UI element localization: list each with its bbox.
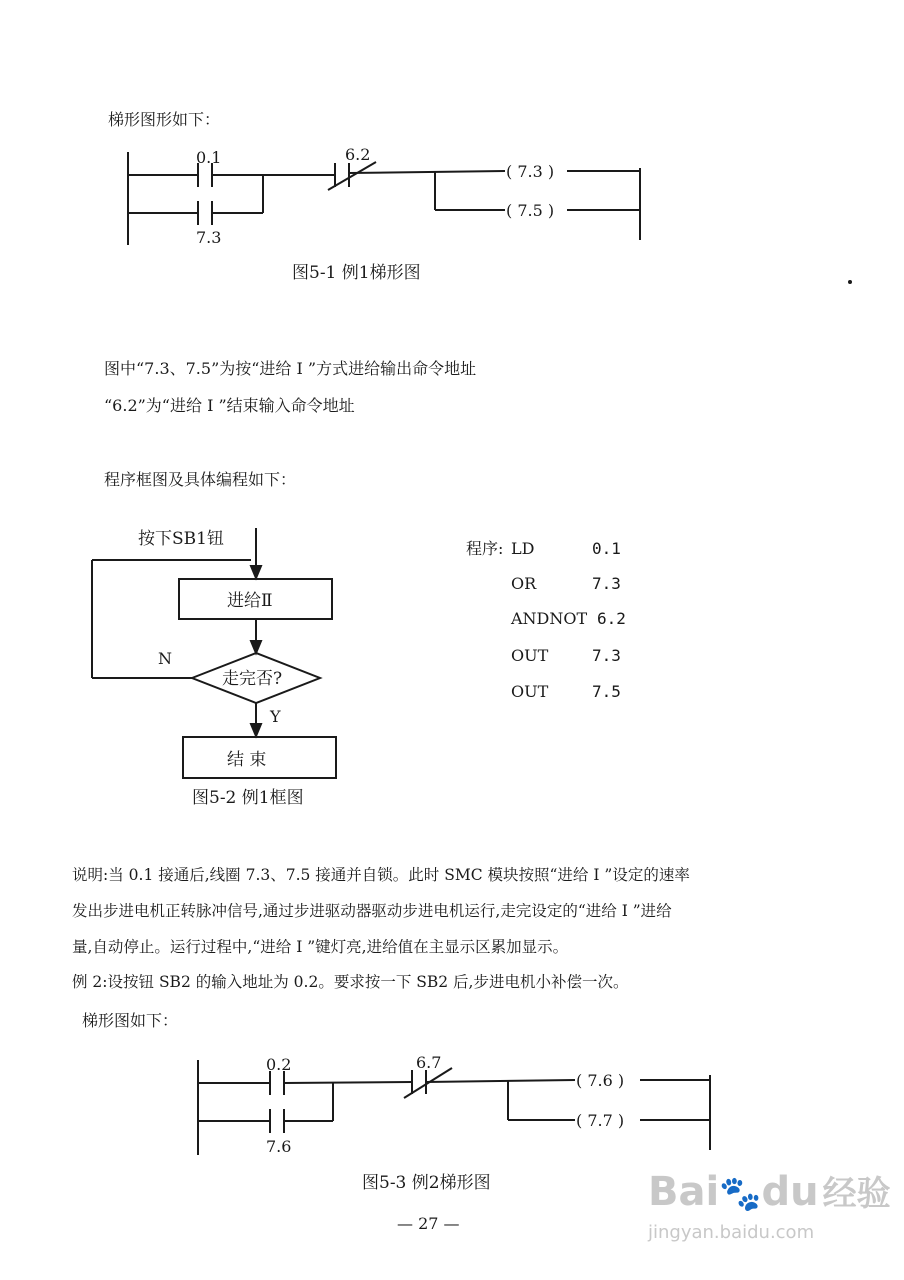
explain-line-2: 发出步进电机正转脉冲信号,通过步进驱动器驱动步进电机运行,走完设定的“进给 Ⅰ ”进给 <box>72 902 672 920</box>
coil-label-7-7: ( 7.7 ) <box>576 1111 625 1130</box>
contact-label-0-1: 0.1 <box>196 148 222 167</box>
figure-5-2-caption: 图5-2 例1框图 <box>192 788 304 808</box>
explain-line-3: 量,自动停止。运行过程中,“进给 Ⅰ ”键灯亮,进给值在主显示区累加显示。 <box>72 938 569 956</box>
contact-label-7-3: 7.3 <box>196 228 222 247</box>
program-arg-2: 7.3 <box>592 574 621 593</box>
program-label: 程序: <box>466 539 504 558</box>
program-op-2: OR <box>511 574 537 593</box>
intro-program-text: 程序框图及具体编程如下： <box>104 470 297 489</box>
watermark-cn: 经验 <box>822 1174 891 1214</box>
watermark-brand-part1: Bai <box>648 1169 720 1215</box>
program-arg-5: 7.5 <box>592 682 621 701</box>
scan-dot <box>848 280 852 284</box>
contact-label-7-6: 7.6 <box>266 1137 292 1156</box>
explain-line-1: 说明:当 0.1 接通后,线圈 7.3、7.5 接通并自锁。此时 SMC 模块按照“进给 Ⅰ ”设定的速率 <box>72 866 690 884</box>
intro-ladder-text: 梯形图形如下： <box>108 110 221 129</box>
contact-label-6-7: 6.7 <box>416 1053 442 1072</box>
intro-ladder2-text: 梯形图如下： <box>82 1011 179 1030</box>
figure-5-1-caption: 图5-1 例1梯形图 <box>292 263 421 283</box>
note-line-1: 图中“7.3、7.5”为按“进给 Ⅰ ”方式进给输出命令地址 <box>104 359 477 378</box>
program-op-3: ANDNOT <box>511 609 588 628</box>
watermark-brand <box>648 1170 891 1216</box>
flow-end-label: 结 束 <box>227 750 267 770</box>
watermark-brand-part2: du <box>761 1169 819 1215</box>
contact-label-6-2: 6.2 <box>345 145 371 164</box>
coil-label-7-6: ( 7.6 ) <box>576 1071 625 1090</box>
page-number: — 27 — <box>397 1214 460 1233</box>
coil-label-7-3: ( 7.3 ) <box>506 162 555 181</box>
program-op-4: OUT <box>511 646 549 665</box>
example-2-text: 例 2:设按钮 SB2 的输入地址为 0.2。要求按一下 SB2 后,步进电机小补偿一次。 <box>72 973 629 991</box>
note-line-2: “6.2”为“进给 Ⅰ ”结束输入命令地址 <box>104 396 355 415</box>
watermark-url: jingyan.baidu.com <box>648 1222 815 1243</box>
figure-5-3-caption: 图5-3 例2梯形图 <box>362 1173 491 1193</box>
program-op-5: OUT <box>511 682 549 701</box>
program-arg-1: 0.1 <box>592 539 621 558</box>
program-arg-4: 7.3 <box>592 646 621 665</box>
flow-start-label: 按下SB1钮 <box>138 529 224 549</box>
paw-icon: 🐾 <box>719 1174 762 1214</box>
flow-no-label: N <box>158 649 172 668</box>
flow-yes-label: Y <box>270 707 281 726</box>
program-op-1: LD <box>511 539 535 558</box>
coil-label-7-5: ( 7.5 ) <box>506 201 555 220</box>
flow-decision-label: 走完否? <box>222 669 283 689</box>
flow-step-label: 进给Ⅱ <box>227 591 273 611</box>
program-arg-3: 6.2 <box>597 609 626 628</box>
contact-label-0-2: 0.2 <box>266 1055 292 1074</box>
